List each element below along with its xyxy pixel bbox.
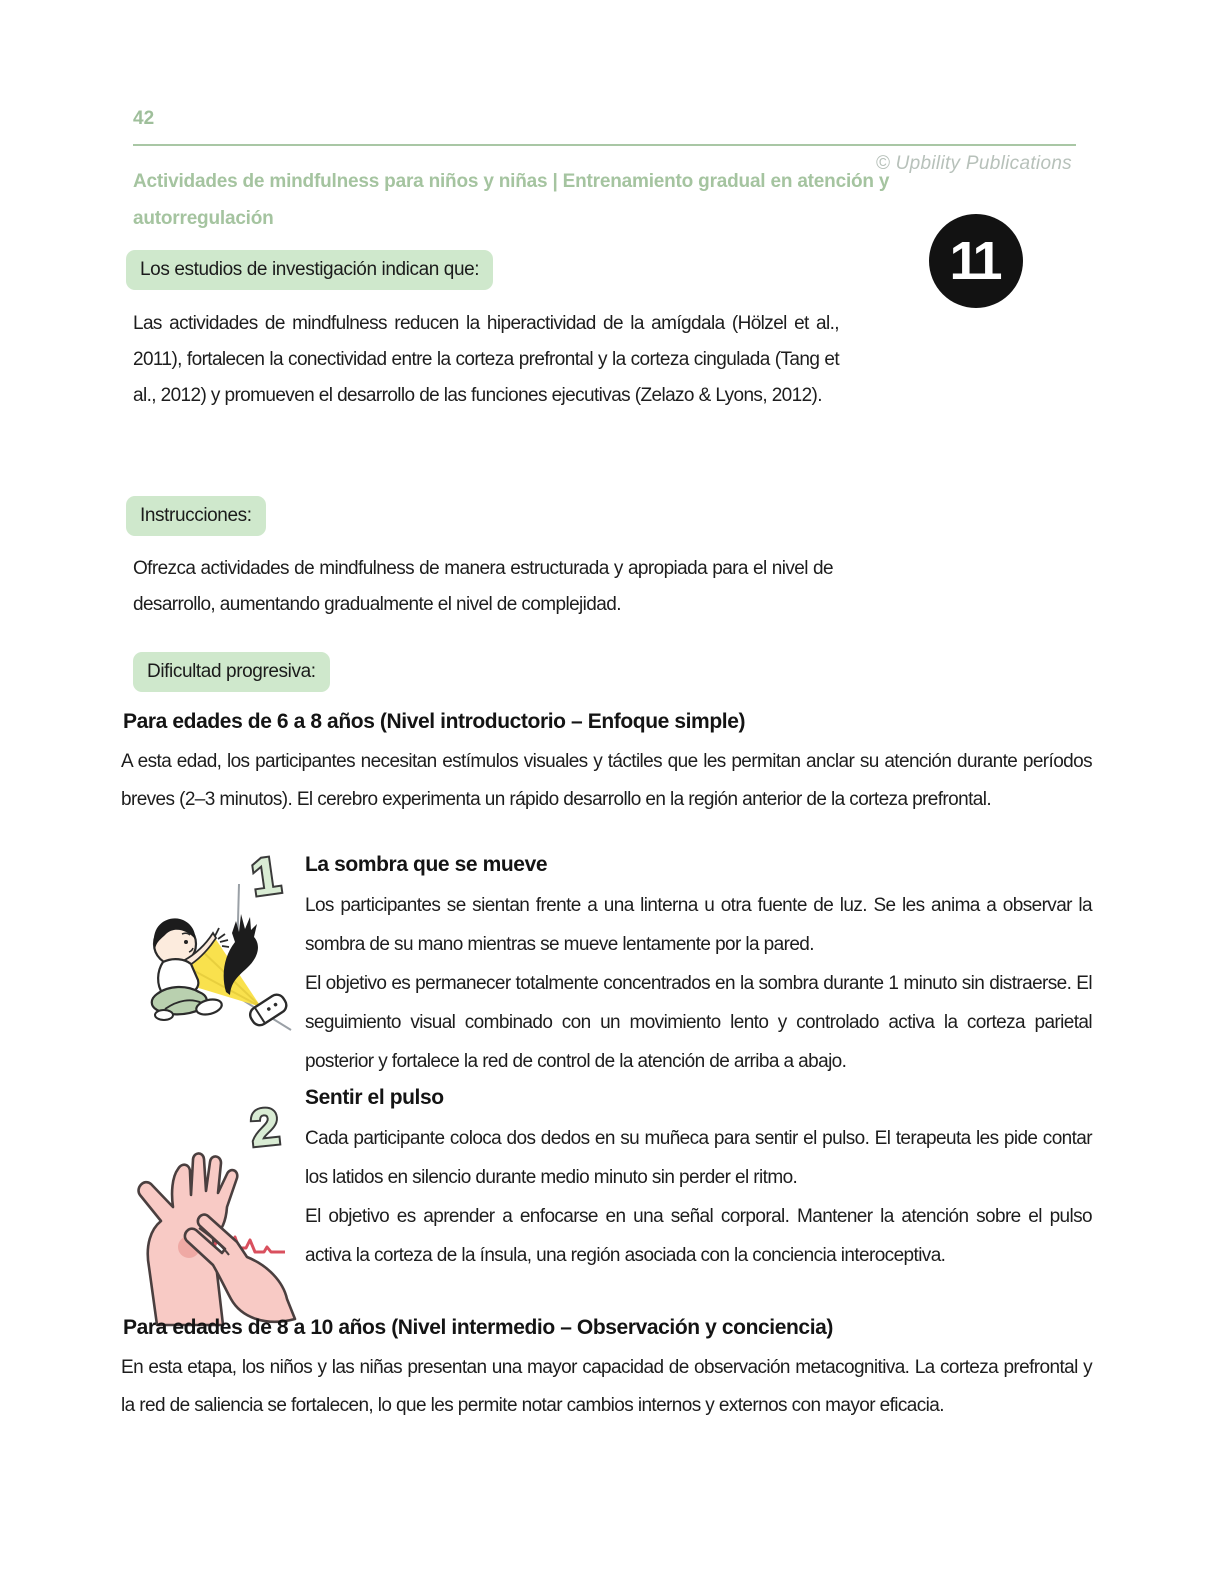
activity-2-paragraph-1: Cada participante coloca dos dedos en su muñeca para sentir el pulso. El terapeuta les pide contar los latidos en silencio durante medio minuto sin perder el ritmo. <box>305 1128 1092 1188</box>
instructions-label: Instrucciones: <box>126 496 266 536</box>
chapter-number-badge: 11 <box>929 214 1023 308</box>
header-rule <box>133 144 1076 146</box>
activity-1-paragraph-1: Los participantes se sientan frente a una linterna u otra fuente de luz. Se les anima a observar la sombra de su mano mientras se mueve lentamente por la pared. <box>305 895 1092 955</box>
activity-2 <box>123 1083 1092 1333</box>
activity-2-body <box>305 1083 1092 1275</box>
child-flashlight-shadow-illustration <box>123 882 295 1058</box>
hand-pulse-illustration <box>125 1127 301 1327</box>
level1-paragraph: A esta edad, los participantes necesitan estímulos visuales y táctiles que les permitan anclar su atención durante períodos breves (2–3 minutos). El cerebro experimenta un rápido desarrollo en la región anterior de la corteza prefrontal. <box>121 751 1092 810</box>
activity-1-body <box>305 850 1092 1081</box>
instructions-paragraph: Ofrezca actividades de mindfulness de manera estructurada y apropiada para el nivel de desarrollo, aumentando gradualmente el nivel de complejidad. <box>133 558 833 615</box>
research-label: Los estudios de investigación indican que: <box>126 250 493 290</box>
activity-1-paragraph-2: El objetivo es permanecer totalmente concentrados en la sombra durante 1 minuto sin distraerse. El seguimiento visual combinado con un movimiento lento y controlado activa la corteza parietal posterior y fortalece la red de control de la atención de arriba a abajo. <box>305 973 1092 1072</box>
activity-1-title: La sombra que se mueve <box>305 853 548 876</box>
activity-2-title: Sentir el pulso <box>305 1086 444 1109</box>
copyright-notice: © Upbility Publications <box>875 153 1072 174</box>
level1-heading: Para edades de 6 a 8 años (Nivel introductorio – Enfoque simple) <box>123 710 746 733</box>
activity-1-number: 1 <box>247 846 285 908</box>
research-paragraph: Las actividades de mindfulness reducen la hiperactividad de la amígdala (Hölzel et al., 2011), fortalecen la conectividad entre la corteza prefrontal y la corteza cingulada (Tang et al., 2012) y promueven el desarrollo de las funciones ejecutivas (Zelazo & Lyons, 2012). <box>133 313 839 406</box>
activity-2-paragraph-2: El objetivo es aprender a enfocarse en una señal corporal. Mantener la atención sobre el pulso activa la corteza de la ínsula, una región asociada con la conciencia interoceptiva. <box>305 1206 1092 1266</box>
difficulty-label: Dificultad progresiva: <box>133 652 330 692</box>
page-number: 42 <box>133 108 155 129</box>
activity-2-number: 2 <box>247 1097 283 1159</box>
level2-heading: Para edades de 8 a 10 años (Nivel intermedio – Observación y conciencia) <box>123 1316 834 1339</box>
page-title: Actividades de mindfulness para niños y niñas | Entrenamiento gradual en atención y autorregulación <box>133 171 890 229</box>
activity-1 <box>123 846 1092 1080</box>
level2-paragraph: En esta etapa, los niños y las niñas presentan una mayor capacidad de observación metacognitiva. La corteza prefrontal y la red de saliencia se fortalecen, lo que les permite notar cambios internos y externos con mayor eficacia. <box>121 1357 1092 1416</box>
